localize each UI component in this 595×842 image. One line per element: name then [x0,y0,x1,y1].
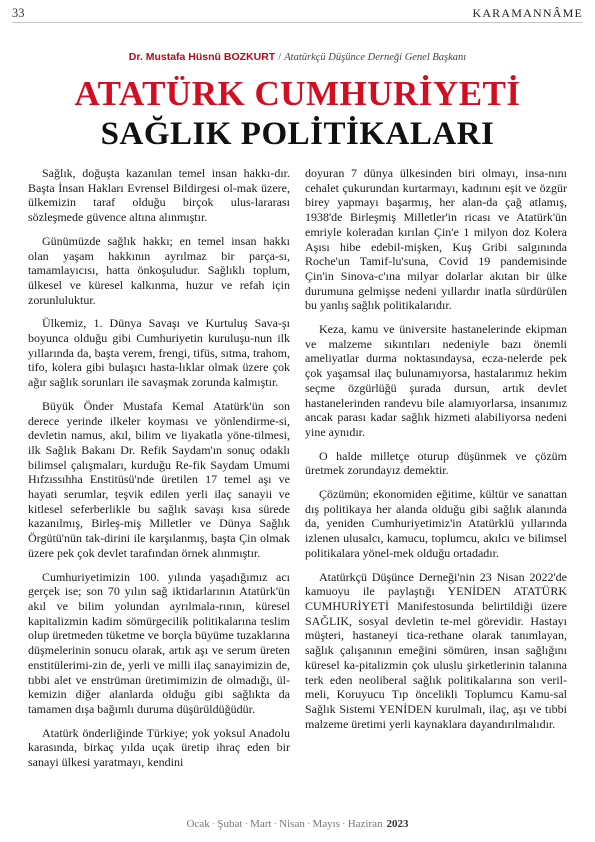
footer-month: Haziran [347,818,383,830]
article-title-line-2: SAĞLIK POLİTİKALARI [100,116,495,152]
footer-month: Nisan [279,818,305,830]
footer-separator: · [244,818,249,830]
paragraph: O halde milletçe oturup düşünmek ve çözüm üretmek zorundayız demektir. [305,448,567,478]
footer-separator: · [306,818,311,830]
magazine-name: KARAMANNÂME [472,6,583,20]
left-column [28,166,290,779]
paragraph: Günümüzde sağlık hakkı; en temel insan hakkı olan yaşam hakkının ayrılmaz bir parça-sı, tamamlayıcısı, hatta önkoşuludur. Sağlıklı toplum, ülkesel ve küresel kalkınma, huzur ve refah için zorunluluktur. [28,233,290,307]
footer-separator: · [342,818,346,830]
footer-separator: · [273,818,278,830]
paragraph: doyuran 7 dünya ülkesinden biri olmayı, insa-nını cehalet çukurundan kurtarmayı, kadınını eşit ve özgür birey yapmayı başarmış, her alan-da çağ atlamış, 1938'de Birleşmiş Milletler'in ricası ve Atatürk'ün emriyle koleradan kırılan Çin'e 1 milyon doz Kolera Aşısı hibe edebil-mişken, Kuş Gribi salgınında Roche'un Tamif-lu'suna, Covid 19 pandemisinde Çin'in Sinova-c'ına milyar dolarlar akıtan bir ülke durumuna gelmişse nedeni yıllardır inatla sürdürülen bu yanlış sağlık politikalarıdır. [305,166,567,313]
paragraph: Büyük Önder Mustafa Kemal Atatürk'ün son derece yerinde ilkeler koyması ve yönlendirme-si, devletin namus, akıl, bilim ve liyakatla yöne-tilmesi, ilk Sağlık Bakanı Dr. Refik Saydam'ın sonuç odaklı bilimsel çalışmaları, kurduğu Re-fik Saydam Umumi Hıfzıssıhha Enstitüsü'nde üretilen 17 temel aşı ve hayati serumlar, teşvik edilen yerli ilaç sanayii ve kitlesel seferberlikle bu sağlık savaşı kısa sürede kazanılmış, Birleş-miş Milletler ve Dünya Sağlık Örgütü'nün tak-dirini ile karşılanmış, başta Çin olmak üzere pek çok devlet tarafından örnek alınmıştır. [28,398,290,560]
footer-year: 2023 [386,818,409,830]
byline-separator: / [278,51,282,63]
paragraph: Ülkemiz, 1. Dünya Savaşı ve Kurtuluş Sava-şı boyunca olduğu gibi Cumhuriyetin kuruluşu-nun ilk yıllarında da, başta verem, frengi, tifüs, sıtma, trahom, tifo, kolera gibi bulaşıcı hasta-lıklar olmak üzere çok ağır sağlık sorunları ile savaşmak zorunda kalmıştır. [28,316,290,390]
issue-footer [0,818,595,830]
footer-month: Mart [250,818,272,830]
paragraph: Çözümün; ekonomiden eğitime, kültür ve sanattan dış politikaya her alanda olduğu gibi sağlık alanında da, yeniden Cumhuriyetimiz'in Atatürklü yıllarında izlenen ulusalcı, kamucu, toplumcu, akılcı ve bilimsel politikalara yönel-mek olduğu ortadadır. [305,487,567,560]
article-title-line-1: ATATÜRK CUMHURİYETİ [74,74,521,113]
paragraph: Sağlık, doğuşta kazanılan temel insan hakkı-dır. Başta İnsan Hakları Evrensel Bildirgesi ol-mak üzere, ülkemizin taraf olduğu birçok ulus-lararası sözleşmede güvence altına alınmıştır. [28,166,290,225]
author-role: Atatürkçü Düşünce Derneği Genel Başkanı [284,52,467,63]
paragraph: Keza, kamu ve üniversite hastanelerinde ekipman ve malzeme sıkıntıları nedeniyle bazı önemli ameliyatlar durma noktasındaysa, ecza-nelerde pek çok yaşamsal ilaç bulunamıyorsa, hastalarımız hekim seçme özgürlüğü şurada dursun, artık devlet hastanelerinden randevu bile alamıyorlarsa, insanımız ancak parası kadar sağlık hizmeti alabiliyorsa nedeni yine aynıdır. [305,322,567,439]
byline [0,51,595,63]
paragraph: Atatürk önderliğinde Türkiye; yok yoksul Anadolu karasında, birkaç yılda uçak üretip ihraç eden bir sanayi ülkesi yaratmayı, kendini [28,725,290,770]
right-column [305,166,567,740]
footer-month: Şubat [217,818,243,830]
page-number: 33 [12,6,25,20]
paragraph: Cumhuriyetimizin 100. yılında yaşadığımız acı gerçek ise; son 70 yılın sağ iktidarlarının Atatürk'ün akıl ve bilim yolundan ayrılmala-rının, küresel kapitalizmin kadim sömürgecilik politikalarına teslim olup üretmeden tüketme ve borçla büyüme tuzaklarına düşmelerinin sonucu olarak, artık aşı ve serum üreten enstitülerimi-zin de, yerli ve milli ilaç sanayimizin de, tıbbi alet ve enstrüman üretimimizin de olmadığı, ül-kemizin diğer alanlarda olduğu gibi sağlıkta da tamamen dışa bağımlı duruma düşürüldüğüdür. [28,569,290,716]
header-divider [12,22,583,23]
footer-month: Mayıs [312,818,341,830]
footer-separator: · [211,818,216,830]
footer-month: Ocak [186,818,210,830]
page-header [12,6,583,26]
paragraph: Atatürkçü Düşünce Derneği'nin 23 Nisan 2022'de kamuoyu ile paylaştığı YENİDEN ATATÜRK CUMHURİYETİ Manifestosunda belirtildiği üzere SAĞLIK, sosyal devletin te-mel görevidir. Hastayı müşteri, hastaneyi tica-rethane olarak tanımlayan, sağlık çalışanının emeğini sömüren, insan sağlığını küresel ka-pitalizmin çok uluslu şirketlerinin talanına terk eden neoliberal sağlık politikalarına son veril-meli, Koruyucu Tıp öncelikli Toplumcu Kamu-sal Sağlık Sistemi YENİDEN kurulmalı, ilaç, aşı ve tıbbi malzeme üretimi yerli kaynaklara dayandırılmalıdır. [305,569,567,731]
author-name: Dr. Mustafa Hüsnü BOZKURT [128,51,276,63]
